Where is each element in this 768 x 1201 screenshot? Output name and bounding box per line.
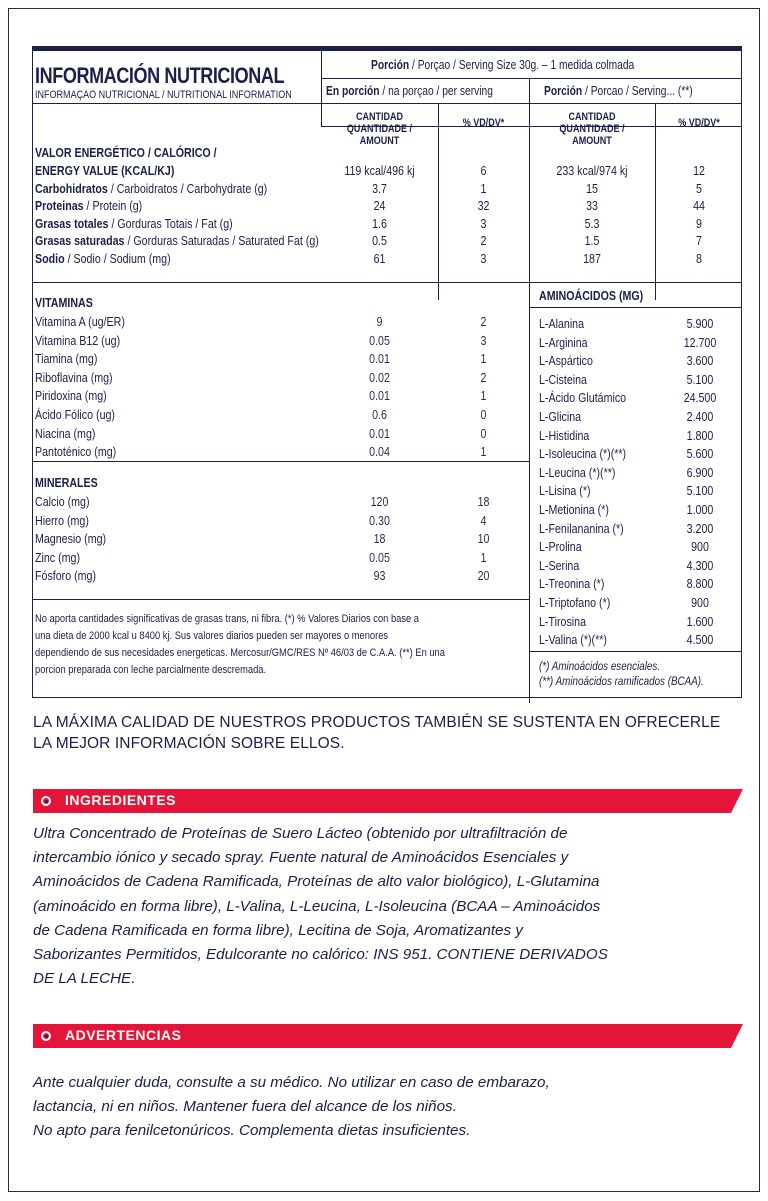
warnings-text: Ante cualquier duda, consulte a su médico. No utilizar en caso de embarazo, lactancia, ni en niños. Mantener fuera del alcance de los niños. No apto para fenilcetonúricos. Complementa dietas insuficientes.	[33, 1074, 550, 1140]
vitamin-dv: 2	[480, 369, 487, 385]
mineral-name: Hierro (mg)	[35, 512, 89, 528]
aminoacid-name: L-Lisina (*)	[539, 483, 591, 499]
aminoacids-heading: AMINOÁCIDOS (MG)	[539, 288, 644, 303]
aminoacid-name: L-Aspártico	[539, 353, 593, 369]
macro-amount: 61	[373, 251, 386, 266]
divider	[529, 651, 742, 652]
aminoacid-value: 2.400	[686, 409, 714, 424]
divider	[321, 103, 322, 126]
divider	[529, 282, 530, 703]
macro-name-rest: / Gorduras Saturadas / Saturated Fat (g)	[124, 233, 319, 249]
divider	[438, 103, 439, 300]
aminoacid-value: 1.000	[686, 502, 714, 517]
vitamin-name: Ácido Fólico (ug)	[35, 407, 115, 422]
aminoacid-value: 5.600	[686, 446, 714, 462]
macro-dv: 6	[480, 163, 487, 178]
aminoacid-value: 5.100	[686, 371, 714, 387]
aminoacid-value: 12.700	[683, 334, 717, 350]
aminoacid-name: L-Treonina (*)	[539, 576, 605, 592]
dv-header: % VD/DV*	[462, 117, 505, 129]
macro-name: Sodio	[35, 251, 65, 266]
minerals-heading: MINERALES	[35, 475, 98, 490]
macro-amount-prepared: 1.5	[584, 233, 600, 249]
bullet-icon	[41, 796, 51, 806]
macro-row-label	[35, 162, 174, 180]
macro-row-label	[35, 232, 319, 250]
macro-amount: 0.5	[372, 233, 387, 249]
vitamin-dv: 1	[480, 388, 487, 404]
macro-amount: 24	[373, 198, 386, 214]
aminoacid-value: 3.600	[686, 353, 714, 369]
mineral-amount: 120	[370, 494, 389, 509]
macro-amount: 119 kcal/496 kj	[344, 163, 415, 178]
macro-dv: 2	[480, 233, 487, 249]
vitamin-amount: 0.04	[369, 444, 390, 460]
aminoacid-name: L-Leucina (*)(**)	[539, 464, 616, 480]
table-subtitle: INFORMAÇAO NUTRICIONAL / NUTRITIONAL INFORMATION	[35, 89, 292, 101]
divider	[33, 282, 742, 283]
vitamin-name: Piridoxina (mg)	[35, 388, 107, 404]
vitamin-amount: 0.01	[369, 425, 390, 441]
aminoacid-value: 8.800	[686, 576, 714, 592]
macro-amount-prepared: 233 kcal/974 kj	[556, 163, 628, 178]
macro-row-label	[35, 250, 171, 268]
mineral-dv: 1	[480, 549, 487, 565]
aminoacid-value: 1.600	[686, 613, 714, 629]
aminoacid-name: L-Fenilananina (*)	[539, 520, 624, 536]
aminoacid-name: L-Glicina	[539, 409, 582, 424]
vitamin-amount: 0.01	[369, 388, 390, 404]
ingredients-text: Ultra Concentrado de Proteínas de Suero Lácteo (obtenido por ultrafiltración de intercambio iónico y secado spray. Fuente natural de Aminoácidos Esenciales y Aminoácidos de Cadena Ramificada, Proteínas de alto valor biológico), L-Glutamina (aminoácido en forma libre), L-Valina, L-Leucina, L-Isoleucina (BCAA – Aminoácidos de Cadena Ramificada en forma libre), Lecitina de Soja, Aromatizantes y Saborizantes Permitidos, Edulcorante no calórico: INS 951. CONTIENE DERIVADOS DE LA LECHE.	[33, 825, 608, 988]
divider	[655, 103, 656, 300]
footnote: No aporta cantidades significativas de grasas trans, ni fibra. (*) % Valores Diarios con base a una dieta de 2000 kcal u 8400 kj. Sus valores diarios pueden ser mayores o menores dependiendo de sus necesidades energeticas. Mercosur/GMC/RES Nº 46/03 de C.A.A. (**) En una porcion preparada con leche parcialmente descremada.	[35, 613, 445, 676]
aminoacid-value: 24.500	[683, 390, 717, 406]
energy-label: VALOR ENERGÉTICO / CALÓRICO /	[35, 145, 217, 160]
divider	[33, 103, 742, 104]
divider	[529, 78, 530, 300]
aminoacid-name: L-Histidina	[539, 427, 590, 443]
vitamin-amount: 0.6	[372, 407, 387, 422]
mineral-amount: 0.05	[369, 549, 390, 565]
bullet-icon	[41, 1031, 51, 1041]
macro-dv: 3	[480, 251, 487, 266]
macro-name: Grasas totales	[35, 215, 109, 231]
warnings-heading: ADVERTENCIAS	[65, 1027, 182, 1043]
vitamin-name: Riboflavina (mg)	[35, 369, 113, 385]
mineral-dv: 20	[477, 568, 490, 584]
vitamin-amount: 0.02	[369, 369, 390, 385]
vitamin-dv: 3	[480, 332, 487, 348]
amino-note-essential: (*) Aminoácidos esenciales.	[539, 659, 661, 673]
aminoacid-name: L-Isoleucina (*)(**)	[539, 446, 627, 462]
divider	[321, 78, 742, 79]
macro-dv-prepared: 9	[696, 215, 702, 231]
column-header-per-serving: En porción / na porçao / per serving	[326, 84, 493, 98]
aminoacid-value: 6.900	[686, 464, 714, 480]
mineral-dv: 18	[477, 494, 490, 509]
macro-name: Carbohidratos	[35, 180, 108, 196]
macro-name-rest: / Gorduras Totais / Fat (g)	[108, 215, 233, 231]
aminoacid-name: L-Triptofano (*)	[539, 595, 611, 610]
macro-amount: 1.6	[372, 215, 387, 231]
vitamin-name: Vitamina A (ug/ER)	[35, 314, 125, 329]
vitamin-dv: 0	[480, 407, 487, 422]
aminoacid-name: L-Tirosina	[539, 613, 587, 629]
macro-dv-prepared: 8	[696, 251, 702, 266]
aminoacid-value: 5.900	[686, 316, 714, 331]
macro-dv-prepared: 44	[693, 198, 705, 214]
aminoacid-value: 3.200	[686, 520, 714, 536]
vitamin-amount: 0.05	[369, 332, 390, 348]
amount-header: CANTIDAD QUANTIDADE / AMOUNT	[559, 111, 625, 147]
macro-dv-prepared: 5	[696, 180, 702, 196]
vitamin-dv: 0	[480, 425, 487, 441]
macro-dv: 1	[480, 180, 487, 196]
macro-dv-prepared: 12	[693, 163, 705, 178]
vitamin-dv: 2	[480, 314, 487, 329]
macro-row-label	[35, 180, 267, 198]
aminoacid-value: 4.500	[686, 632, 714, 648]
mineral-name: Magnesio (mg)	[35, 531, 107, 547]
macro-amount: 3.7	[372, 180, 387, 196]
macro-row-label	[35, 215, 233, 233]
vitamin-dv: 1	[480, 351, 487, 367]
vitamins-heading: VITAMINAS	[35, 295, 93, 310]
ingredients-heading-band	[33, 789, 731, 813]
macro-amount-prepared: 33	[586, 198, 598, 214]
dv-header: % VD/DV*	[678, 117, 720, 129]
ingredients-heading: INGREDIENTES	[65, 792, 177, 808]
mineral-amount: 0.30	[369, 512, 390, 528]
macro-amount-prepared: 187	[583, 251, 601, 266]
mineral-dv: 10	[477, 531, 490, 547]
mineral-amount: 93	[373, 568, 386, 584]
column-header-prepared: Porción / Porcao / Serving... (**)	[544, 84, 693, 98]
aminoacid-value: 4.300	[686, 557, 714, 573]
macro-dv: 32	[477, 198, 490, 214]
aminoacid-value: 900	[691, 595, 709, 610]
aminoacid-name: L-Ácido Glutámico	[539, 390, 627, 406]
aminoacid-value: 5.100	[686, 483, 714, 499]
amino-note-bcaa: (**) Aminoácidos ramificados (BCAA).	[539, 674, 704, 688]
aminoacid-name: L-Prolina	[539, 539, 582, 555]
aminoacid-name: L-Alanina	[539, 316, 585, 331]
aminoacid-name: L-Cisteina	[539, 371, 587, 387]
aminoacid-value: 900	[691, 539, 709, 555]
macro-name: Grasas saturadas	[35, 233, 125, 249]
macro-amount-prepared: 15	[586, 180, 598, 196]
band-corner	[731, 789, 743, 813]
mineral-name: Zinc (mg)	[35, 549, 81, 565]
amount-header: CANTIDAD QUANTIDADE / AMOUNT	[346, 111, 413, 147]
macro-row-label	[35, 197, 142, 215]
vitamin-name: Pantoténico (mg)	[35, 444, 117, 460]
vitamin-dv: 1	[480, 444, 487, 460]
quality-tagline: LA MÁXIMA CALIDAD DE NUESTROS PRODUCTOS TAMBIÉN SE SUSTENTA EN OFRECERLE LA MEJOR INFORMACIÓN SOBRE ELLOS.	[33, 714, 721, 752]
vitamin-name: Vitamina B12 (ug)	[35, 332, 121, 348]
macro-amount-prepared: 5.3	[584, 215, 600, 231]
macro-name: ENERGY VALUE (KCAL/KJ)	[35, 163, 175, 178]
warnings-heading-band	[33, 1024, 731, 1048]
serving-size: Porción / Porçao / Serving Size 30g. – 1 medida colmada	[371, 58, 635, 72]
macro-name-rest: / Sodio / Sodium (mg)	[64, 251, 171, 266]
table-title: INFORMACIÓN NUTRICIONAL	[35, 63, 285, 88]
divider	[33, 599, 529, 600]
mineral-name: Fósforo (mg)	[35, 568, 97, 584]
mineral-name: Calcio (mg)	[35, 494, 90, 509]
macro-name-rest: / Protein (g)	[83, 198, 143, 214]
vitamin-name: Niacina (mg)	[35, 425, 96, 441]
aminoacid-name: L-Arginina	[539, 334, 588, 350]
mineral-amount: 18	[373, 531, 386, 547]
vitamin-amount: 0.01	[369, 351, 390, 367]
aminoacid-name: L-Metionina (*)	[539, 502, 609, 517]
band-corner	[731, 1024, 743, 1048]
vitamin-amount: 9	[376, 314, 383, 329]
vitamin-name: Tiamina (mg)	[35, 351, 98, 367]
aminoacid-value: 1.800	[686, 427, 714, 443]
aminoacid-name: L-Valina (*)(**)	[539, 632, 607, 648]
macro-dv: 3	[480, 215, 487, 231]
divider	[529, 307, 742, 308]
nutrition-table	[32, 46, 742, 698]
aminoacid-name: L-Serina	[539, 557, 580, 573]
mineral-dv: 4	[480, 512, 487, 528]
macro-dv-prepared: 7	[696, 233, 702, 249]
macro-name-rest: / Carboidratos / Carbohydrate (g)	[107, 180, 268, 196]
macro-name: Proteinas	[35, 198, 84, 214]
